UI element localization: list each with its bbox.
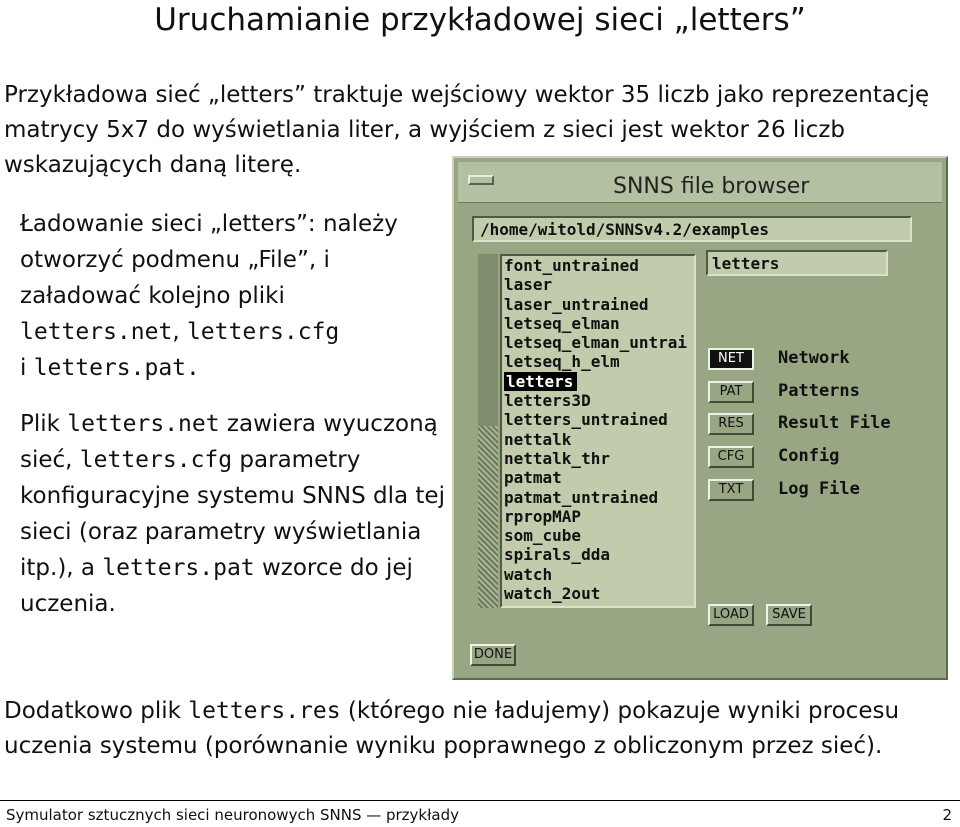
file-name: letters.net: [67, 411, 220, 437]
file-list[interactable]: [500, 254, 696, 608]
file-list-item[interactable]: laser: [504, 275, 553, 295]
file-list-item[interactable]: patmat_untrained: [504, 487, 659, 507]
file-list-item[interactable]: spirals_dda: [504, 545, 610, 565]
txt-type-button[interactable]: TXT: [708, 479, 754, 501]
load-instructions: [20, 206, 450, 386]
scrollbar-thumb[interactable]: [478, 426, 498, 608]
file-list-item[interactable]: letseq_elman_untrai: [504, 333, 688, 353]
file-name: letters.cfg: [79, 447, 233, 473]
load-button[interactable]: LOAD: [708, 604, 754, 626]
file-list-item[interactable]: watch_2out: [504, 584, 601, 604]
file-list-item[interactable]: letseq_h_elm: [504, 352, 620, 372]
file-list-item[interactable]: som_cube: [504, 526, 582, 546]
selected-file-highlight: letters: [504, 372, 577, 391]
page-title: Uruchamianie przykładowej sieci „letters”: [154, 2, 806, 38]
separator: ,: [172, 319, 187, 345]
txt-type-label: Log File: [778, 479, 860, 499]
left-text: [20, 206, 450, 622]
res-type-button[interactable]: RES: [708, 413, 754, 435]
file-name: letters.net: [20, 319, 173, 345]
done-button[interactable]: DONE: [470, 644, 516, 666]
text: Plik: [20, 411, 68, 437]
conjunction: i: [20, 355, 34, 381]
file-name: letters.pat: [102, 555, 255, 581]
file-list-item[interactable]: rpropMAP: [504, 506, 582, 526]
file-name: letters.pat: [33, 355, 187, 381]
text: parametry konfiguracyjne systemu SNNS dla tej sieci (oraz parametry wyświetlania itp.), a: [20, 447, 445, 581]
path-field[interactable]: [472, 216, 912, 242]
bottom-paragraph: [4, 694, 959, 764]
pat-type-label: Patterns: [778, 381, 860, 401]
file-list-item[interactable]: laser_untrained: [504, 294, 649, 314]
filename-value: letters: [712, 254, 780, 273]
window-title: SNNS file browser: [613, 174, 810, 199]
cfg-type-button[interactable]: CFG: [708, 446, 754, 468]
window-titlebar[interactable]: [458, 162, 942, 203]
pat-type-button[interactable]: PAT: [708, 381, 754, 403]
res-type-label: Result File: [778, 413, 891, 433]
file-list-item[interactable]: watch: [504, 564, 553, 584]
footer-divider: [0, 800, 960, 801]
cfg-type-label: Config: [778, 446, 840, 466]
path-value: /home/witold/SNNSv4.2/examples: [480, 220, 769, 239]
save-button[interactable]: SAVE: [766, 604, 812, 626]
file-list-item[interactable]: font_untrained: [504, 256, 639, 275]
file-name: letters.res: [188, 698, 341, 724]
file-list-item[interactable]: patmat: [504, 468, 562, 488]
file-list-item[interactable]: letters_untrained: [504, 410, 668, 430]
text: Dodatkowo plik: [4, 698, 189, 724]
net-type-label: Network: [778, 348, 850, 368]
intro-paragraph: Przykładowa sieć „letters” traktuje wejściowy wektor 35 liczb jako reprezentację matrycy 5x7 do wyświetlania liter, a wyjściem z sieci jest wektor 26 liczb wskazujących daną literę.: [4, 82, 930, 178]
text: wzorce do jej uczenia.: [20, 555, 413, 617]
file-name: letters.cfg: [186, 319, 340, 345]
load-instructions-text: Ładowanie sieci „letters”: należy otworzyć podmenu „File”, i załadować kolejno pliki: [20, 211, 398, 309]
text: zawiera wyuczoną sieć,: [20, 411, 438, 473]
window-menu-icon[interactable]: [468, 175, 494, 185]
period: .: [186, 355, 200, 381]
file-list-item[interactable]: [502, 372, 694, 391]
page-number: 2: [942, 806, 952, 824]
footer-text: Symulator sztucznych sieci neuronowych SNNS — przykłady: [6, 806, 459, 824]
snns-file-browser-window: [452, 156, 948, 680]
file-list-item[interactable]: nettalk_thr: [504, 448, 610, 468]
file-list-item[interactable]: letseq_elman: [504, 313, 620, 333]
file-list-item[interactable]: letters3D: [504, 391, 591, 411]
text: (którego nie ładujemy) pokazuje wyniki procesu uczenia systemu (porównanie wyniku poprawnego z obliczonym przez sieć).: [4, 698, 900, 759]
net-type-button[interactable]: NET: [708, 348, 754, 370]
files-description: [20, 406, 450, 622]
file-list-item[interactable]: nettalk: [504, 429, 572, 449]
filename-input[interactable]: [706, 250, 888, 276]
